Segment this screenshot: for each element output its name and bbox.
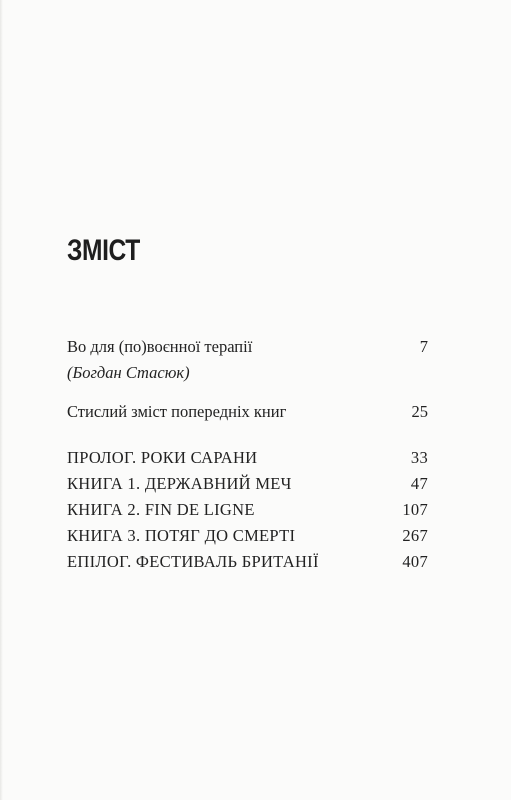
- toc-entry-book-2: [67, 499, 428, 521]
- toc-entry-epilogue: [67, 551, 428, 573]
- toc-entry-prologue: [67, 447, 428, 469]
- toc-entry-title: ПРОЛОГ. РОКИ САРАНИ: [67, 448, 258, 467]
- page-edge: [0, 0, 3, 800]
- toc-entry-summary: [67, 401, 428, 423]
- toc-entry-page: 25: [411, 402, 428, 421]
- toc-entry-page: 33: [410, 448, 428, 467]
- toc-entry-page: 47: [410, 474, 428, 493]
- toc-entry-title: КНИГА 1. ДЕРЖАВНИЙ МЕЧ: [67, 474, 292, 493]
- toc-entry-title: КНИГА 2. FIN DE LIGNE: [67, 500, 255, 519]
- toc-entry-author: (Богдан Стасюк): [67, 363, 190, 382]
- toc-entry-title: КНИГА 3. ПОТЯГ ДО СМЕРТІ: [67, 526, 296, 545]
- page-title: ЗМІСТ: [67, 234, 140, 267]
- toc-entry-page: 267: [402, 526, 428, 545]
- toc-entry-page: 107: [402, 500, 428, 519]
- toc-entry-book-1: [67, 473, 428, 495]
- toc-entry-title: Во для (по)воєнної терапії: [67, 337, 253, 356]
- toc-entry-page: 407: [402, 552, 428, 571]
- toc-entry-book-3: [67, 525, 428, 547]
- toc-entry-title: Стислий зміст попередніх книг: [67, 402, 287, 421]
- toc-entry-page: 7: [419, 337, 428, 356]
- toc-entry-title: ЕПІЛОГ. ФЕСТИВАЛЬ БРИТАНІЇ: [67, 552, 319, 571]
- toc-entry-foreword: [67, 336, 428, 358]
